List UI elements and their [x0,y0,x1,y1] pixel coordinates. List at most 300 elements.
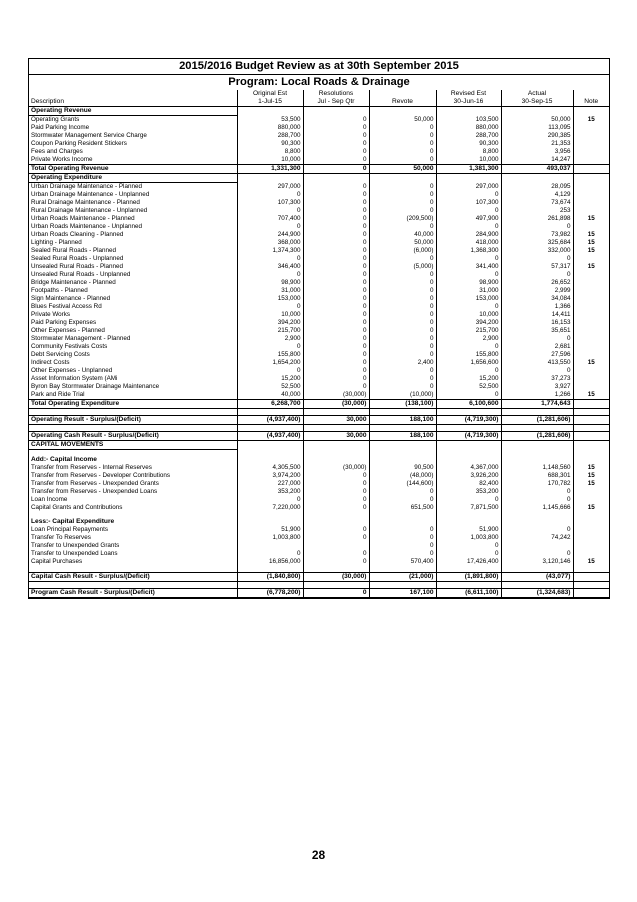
row-value: 14,411 [501,311,573,319]
row-description: Urban Roads Maintenance - Planned [31,215,135,222]
row-value: 3,956 [501,148,573,156]
row-note: 15 [573,359,609,367]
row-note [573,191,609,199]
row-value: 0 [303,319,369,327]
row-value: 21,353 [501,140,573,148]
row-value: 17,426,400 [436,558,501,566]
row-value: (144,600) [369,480,436,488]
row-value: 0 [501,255,573,263]
row-note [573,534,609,542]
row-note [573,335,609,343]
revenue-row [29,132,609,140]
row-value: 215,700 [237,327,303,335]
row-value: 0 [369,327,436,335]
row-value: 3,926,200 [436,472,501,480]
row-value: 0 [303,589,369,598]
row-value: 51,900 [436,526,501,534]
row-value: 0 [436,343,501,351]
row-value: 394,200 [436,319,501,327]
row-value: 0 [303,367,369,375]
row-description: Indirect Costs [31,359,70,366]
row-value: 0 [303,148,369,156]
row-value: 1,368,300 [436,247,501,255]
row-value: 90,300 [237,140,303,148]
row-description: Private Works [31,311,71,318]
row-value: 0 [303,472,369,480]
row-description: Transfer To Reserves [31,534,91,541]
row-value: 0 [369,199,436,207]
row-value: 0 [303,116,369,125]
row-value: 570,400 [369,558,436,566]
row-value: 0 [501,271,573,279]
row-note [573,303,609,311]
row-value: (1,891,800) [436,573,501,582]
row-description: Paid Parking Expenses [31,319,97,326]
row-note [573,279,609,287]
row-value: 2,900 [237,335,303,343]
row-value: 332,000 [501,247,573,255]
row-value: (6,611,100) [436,589,501,598]
row-value: 90,500 [369,464,436,472]
section-heading: Operating Revenue [29,107,237,116]
row-note [573,488,609,496]
row-value: (21,000) [369,573,436,582]
row-note: 15 [573,231,609,239]
row-value: 73,674 [501,199,573,207]
row-value: 0 [303,558,369,566]
row-value: 0 [436,496,501,504]
row-value: 394,200 [237,319,303,327]
row-note [573,207,609,215]
row-value: 0 [303,335,369,343]
row-value: 16,856,000 [237,558,303,566]
row-value: 0 [237,496,303,504]
row-value: 0 [303,231,369,239]
row-value: 40,000 [237,391,303,400]
row-value: 0 [369,271,436,279]
row-note [573,287,609,295]
row-value: 74,242 [501,534,573,542]
row-value: 51,900 [237,526,303,534]
revised-date-header: 30-Jun-16 [436,98,501,107]
row-value: 0 [237,550,303,558]
row-value: 215,700 [436,327,501,335]
row-value: 368,000 [237,239,303,247]
row-value: 170,782 [501,480,573,488]
section-operating-revenue [29,107,609,116]
row-value: 0 [436,391,501,400]
expenditure-row [29,375,609,383]
row-value: 0 [369,488,436,496]
program-cash-result-row [29,589,609,598]
row-description: Lighting - Planned [31,239,82,246]
row-value: 0 [436,223,501,231]
row-value: (30,000) [303,573,369,582]
row-value: 0 [303,295,369,303]
row-description: Blues Festival Access Rd [31,303,102,310]
row-note: 15 [573,247,609,255]
row-value: 34,084 [501,295,573,303]
row-value: 1,003,800 [237,534,303,542]
capital-income-row [29,496,609,504]
row-value: 261,898 [501,215,573,223]
expenditure-row [29,383,609,391]
row-value: (10,000) [369,391,436,400]
row-value: (4,937,400) [237,432,303,441]
section-capital-movements [29,441,609,450]
expenditure-row [29,311,609,319]
row-note: 15 [573,558,609,566]
row-note [573,327,609,335]
row-description: Stormwater Management Service Charge [31,132,147,139]
row-value: (6,778,200) [237,589,303,598]
row-value: 3,974,200 [237,472,303,480]
expenditure-row [29,351,609,359]
row-note [573,132,609,140]
row-value: 2,999 [501,287,573,295]
row-value: 3,120,146 [501,558,573,566]
row-value: 346,400 [237,263,303,271]
row-value: 98,900 [237,279,303,287]
row-value: 4,305,500 [237,464,303,472]
report-title: 2015/2016 Budget Review as at 30th September 2015 [29,59,609,75]
row-value: 0 [237,255,303,263]
row-value: (209,500) [369,215,436,223]
row-value: 0 [436,367,501,375]
row-value: 0 [303,215,369,223]
row-value: 0 [237,271,303,279]
row-value: 0 [303,303,369,311]
row-value: 0 [436,542,501,550]
row-note [573,271,609,279]
row-value: 53,500 [237,116,303,125]
row-value: 0 [369,295,436,303]
row-value: 0 [303,375,369,383]
row-value: 0 [303,327,369,335]
row-value: 7,871,500 [436,504,501,512]
row-value: 26,652 [501,279,573,287]
expenditure-row [29,183,609,192]
row-value: 0 [303,550,369,558]
row-description: Byron Bay Stormwater Drainage Maintenance [31,383,160,390]
row-value: 0 [501,223,573,231]
capital-expenditure-row [29,550,609,558]
row-value: 0 [369,223,436,231]
note-header: Note [573,98,609,107]
row-value: 52,500 [237,383,303,391]
row-note [573,343,609,351]
row-description: Community Festivals Costs [31,343,108,350]
row-description: Other Expenses - Unplanned [31,367,113,374]
row-value: 0 [303,526,369,534]
row-value: 10,000 [436,156,501,165]
row-value: 153,000 [436,295,501,303]
row-value: 40,000 [369,231,436,239]
row-value: 50,000 [369,239,436,247]
row-value: 14,247 [501,156,573,165]
row-value: 0 [303,223,369,231]
row-description: Rural Drainage Maintenance - Planned [31,199,140,206]
row-note [573,526,609,534]
row-description: Transfer to Unexpended Grants [31,542,120,549]
row-value: 0 [303,124,369,132]
row-value: 0 [369,132,436,140]
row-value: 10,000 [237,311,303,319]
expenditure-row [29,207,609,215]
total-operating-expenditure-row [29,400,609,409]
row-description: Coupon Parking Resident Stickers [31,140,127,147]
row-description: Transfer from Reserves - Developer Contributions [31,472,171,479]
row-value: (30,000) [303,464,369,472]
row-description: Transfer from Reserves - Unexpended Grants [31,480,159,487]
row-note [573,589,609,598]
row-value: 0 [303,287,369,295]
expenditure-row [29,271,609,279]
row-value [303,542,369,550]
original-est-header: Original Est [237,90,303,98]
expenditure-row [29,367,609,375]
row-value: 0 [501,550,573,558]
row-value: 0 [369,335,436,343]
row-value: 0 [303,255,369,263]
row-value: 0 [369,319,436,327]
row-note [573,383,609,391]
row-value: 0 [303,140,369,148]
capital-income-row [29,504,609,512]
row-value: 0 [369,550,436,558]
capital-income-row [29,488,609,496]
row-value: 15,200 [237,375,303,383]
section-operating-expenditure [29,174,609,183]
row-value: 0 [303,199,369,207]
row-value: 0 [369,140,436,148]
row-value: 0 [369,279,436,287]
row-value: 10,000 [436,311,501,319]
row-value: 0 [303,343,369,351]
row-value: 50,000 [501,116,573,125]
row-value: 244,900 [237,231,303,239]
expenditure-row [29,327,609,335]
row-value: (6,000) [369,247,436,255]
row-value: 288,700 [237,132,303,140]
row-value: 651,500 [369,504,436,512]
row-value: 0 [303,247,369,255]
row-description: Sign Maintenance - Planned [31,295,111,302]
row-value: 0 [303,207,369,215]
capital-income-row [29,464,609,472]
section-capital-income [29,456,609,464]
row-note [573,367,609,375]
row-description: Unsealed Rural Roads - Planned [31,263,124,270]
row-value: 0 [237,303,303,311]
row-description: Total Operating Revenue [29,165,237,174]
expenditure-row [29,199,609,207]
row-value: 880,000 [436,124,501,132]
row-note [573,148,609,156]
row-description: Park and Ride Trial [31,391,85,398]
row-value: 0 [303,496,369,504]
row-note: 15 [573,215,609,223]
revised-est-header: Revised Est [436,90,501,98]
row-value: 688,301 [501,472,573,480]
row-value: (4,719,300) [436,432,501,441]
row-description: Transfer from Reserves - Unexpended Loans [31,488,158,495]
page-number: 28 [311,848,326,862]
expenditure-row [29,391,609,400]
row-value: 0 [369,351,436,359]
row-value: 8,800 [436,148,501,156]
row-value: 8,800 [237,148,303,156]
row-value: 6,268,700 [237,400,303,409]
row-note [573,432,609,441]
row-value: 1,003,800 [436,534,501,542]
row-description: Other Expenses - Planned [31,327,105,334]
row-value: 0 [436,255,501,263]
row-value: 52,500 [436,383,501,391]
row-value: (1,281,606) [501,432,573,441]
expenditure-row [29,287,609,295]
capital-expenditure-row [29,542,609,550]
row-value: 0 [369,183,436,192]
row-value: 7,220,000 [237,504,303,512]
row-description: Program Cash Result - Surplus/(Deficit) [29,589,237,598]
row-value: 297,000 [436,183,501,192]
row-note: 15 [573,391,609,400]
row-value: 31,000 [237,287,303,295]
row-value: 0 [303,263,369,271]
row-value: 2,900 [436,335,501,343]
section-capital-expenditure [29,518,609,526]
expenditure-row [29,359,609,367]
row-value: 413,550 [501,359,573,367]
row-value: 30,000 [303,432,369,441]
row-value: 0 [369,343,436,351]
row-value: 0 [369,255,436,263]
row-note: 15 [573,504,609,512]
row-note [573,550,609,558]
expenditure-row [29,343,609,351]
operating-cash-result-row [29,432,609,441]
row-value: 0 [436,191,501,199]
spacer-row [29,582,609,589]
row-value: 73,982 [501,231,573,239]
row-value: 1,374,300 [237,247,303,255]
revote-header: Revote [369,98,436,107]
row-value: 0 [369,124,436,132]
row-description: Urban Drainage Maintenance - Planned [31,183,142,190]
row-note [573,255,609,263]
row-value: 188,100 [369,416,436,425]
row-value: 0 [303,156,369,165]
row-value: 0 [369,207,436,215]
row-value [501,542,573,550]
row-description: Bridge Maintenance - Planned [31,279,116,286]
row-value: 1,366 [501,303,573,311]
row-value: (4,719,300) [436,416,501,425]
row-value: 0 [303,383,369,391]
row-value: 4,129 [501,191,573,199]
row-value: 90,300 [436,140,501,148]
row-value: 50,000 [369,165,436,174]
row-value: 35,651 [501,327,573,335]
actual-header: Actual [501,90,573,98]
row-value: 1,774,643 [501,400,573,409]
row-value: 0 [501,367,573,375]
expenditure-row [29,239,609,247]
row-note [573,375,609,383]
row-value: 341,400 [436,263,501,271]
row-value: 0 [237,343,303,351]
row-note [573,319,609,327]
row-description: Urban Drainage Maintenance - Unplanned [31,191,150,198]
row-note: 15 [573,480,609,488]
row-value: 0 [369,156,436,165]
row-value: 0 [303,504,369,512]
row-description: Operating Cash Result - Surplus/(Deficit) [29,432,237,441]
row-value: 0 [303,488,369,496]
expenditure-row [29,255,609,263]
row-value: 418,000 [436,239,501,247]
row-value: 0 [436,207,501,215]
row-note [573,416,609,425]
section-heading: Less:- Capital Expenditure [31,518,115,525]
row-value: (48,000) [369,472,436,480]
row-value: 0 [303,165,369,174]
row-value: 0 [237,207,303,215]
row-value: 0 [303,191,369,199]
row-note [573,311,609,319]
row-value: 107,300 [237,199,303,207]
resolutions-header: Resolutions [303,90,369,98]
row-value: 15,200 [436,375,501,383]
row-description: Operating Grants [31,116,80,123]
row-value: 0 [303,359,369,367]
row-description: Total Operating Expenditure [29,400,237,409]
row-value: 0 [369,367,436,375]
row-value: 0 [369,383,436,391]
expenditure-row [29,303,609,311]
row-description: Urban Roads Cleaning - Planned [31,231,124,238]
row-value: 0 [501,526,573,534]
expenditure-row [29,191,609,199]
row-value: (5,000) [369,263,436,271]
description-header: Description [29,98,237,107]
row-note [573,156,609,165]
row-note: 15 [573,472,609,480]
row-value: 50,000 [369,116,436,125]
row-value: 2,400 [369,359,436,367]
spacer-row [29,425,609,432]
revenue-row [29,156,609,165]
row-value: 37,273 [501,375,573,383]
capital-income-row [29,472,609,480]
row-value: 0 [436,303,501,311]
row-value: 6,100,600 [436,400,501,409]
row-value: 0 [303,279,369,287]
revenue-row [29,140,609,148]
row-value: 0 [369,191,436,199]
row-value: 1,654,200 [237,359,303,367]
row-value: 0 [303,271,369,279]
row-value: 10,000 [237,156,303,165]
row-note: 15 [573,464,609,472]
section-heading: CAPITAL MOVEMENTS [29,441,237,450]
row-note [573,199,609,207]
expenditure-row [29,279,609,287]
row-note [573,400,609,409]
budget-review-sheet [28,58,610,599]
row-description: Capital Grants and Contributions [31,504,123,511]
